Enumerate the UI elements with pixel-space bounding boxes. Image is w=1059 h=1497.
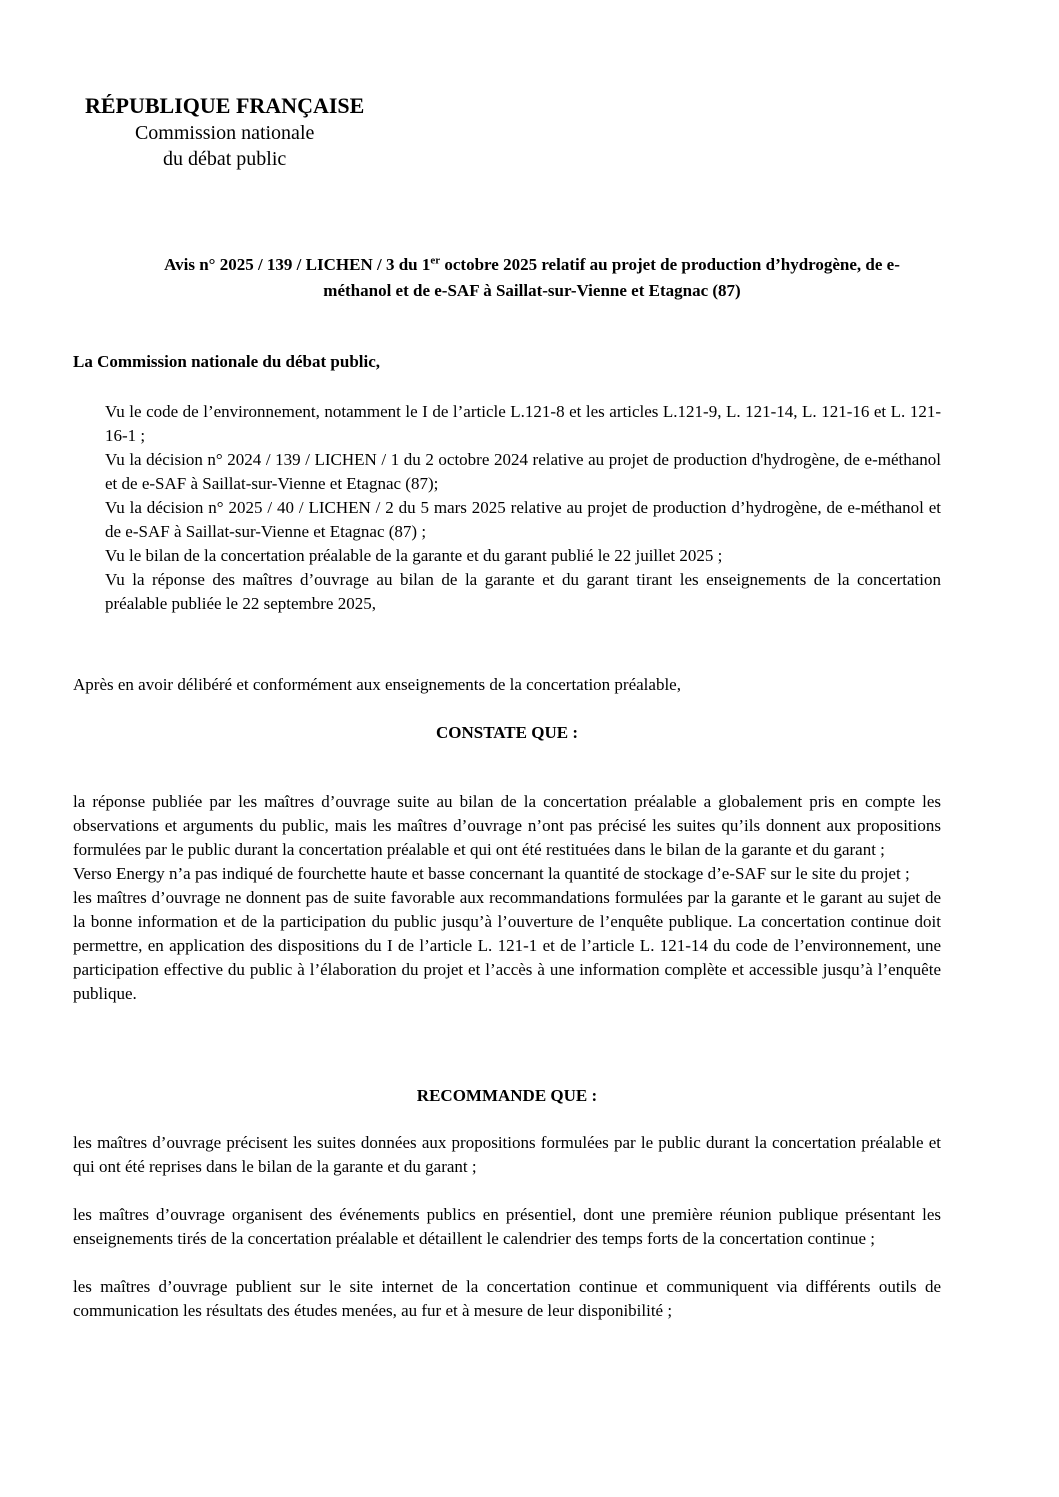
visa-paragraph: Vu la décision n° 2025 / 40 / LICHEN / 2 du 5 mars 2025 relative au projet de production d’hydrogène, de e-méthanol et de e-SAF à Saillat-sur-Vienne et Etagnac (87) ; bbox=[105, 498, 941, 541]
salutation-line: La Commission nationale du débat public, bbox=[73, 352, 381, 371]
visa-block bbox=[105, 400, 941, 616]
recommande-paragraph: les maîtres d’ouvrage précisent les suites données aux propositions formulées par le public durant la concertation préalable et qui ont été reprises dans le bilan de la garante et du garant ; bbox=[73, 1133, 941, 1176]
constate-heading: CONSTATE QUE : bbox=[435, 723, 578, 742]
republique-francaise-title: RÉPUBLIQUE FRANÇAISE bbox=[85, 93, 365, 118]
visa-paragraph: Vu la réponse des maîtres d’ouvrage au bilan de la garante et du garant tirant les enseignements de la concertation préalable publiée le 22 septembre 2025, bbox=[105, 570, 941, 613]
commission-name-line1: Commission nationale bbox=[134, 122, 315, 144]
constate-paragraph: les maîtres d’ouvrage ne donnent pas de suite favorable aux recommandations formulées par la garante et le garant au sujet de la bonne information et de la participation du public jusqu’à l’ouverture de l’enquête publique. La concertation continue doit permettre, en application des dispositions du I de l’article L. 121-1 et de l’article L. 121-14 du code de l’environnement, une participation effective du public à l’élaboration du projet et l’accès à une information complète et accessible jusqu’à l’enquête publique. bbox=[73, 888, 941, 1003]
recommande-heading: RECOMMANDE QUE : bbox=[416, 1086, 598, 1105]
recommande-paragraph: les maîtres d’ouvrage organisent des événements publics en présentiel, dont une première réunion publique présentant les enseignements tirés de la concertation préalable et détaillent le calendrier des temps forts de la concertation continue ; bbox=[73, 1205, 941, 1248]
recommande-paragraph: les maîtres d’ouvrage publient sur le site internet de la concertation continue et communiquent via différents outils de communication les résultats des études menées, au fur et à mesure de leur disponibilité ; bbox=[73, 1277, 941, 1320]
commission-name-line2: du débat public bbox=[163, 148, 287, 170]
document-title-pre: Avis n° 2025 / 139 / LICHEN / 3 du 1 bbox=[164, 255, 431, 274]
constate-paragraph: Verso Energy n’a pas indiqué de fourchette haute et basse concernant la quantité de stockage d’e-SAF sur le site du projet ; bbox=[73, 864, 910, 883]
recommande-block bbox=[73, 1131, 941, 1323]
letterhead bbox=[85, 92, 364, 172]
deliberation-line: Après en avoir délibéré et conformément aux enseignements de la concertation préalable, bbox=[73, 675, 681, 694]
document-title bbox=[159, 252, 905, 304]
visa-paragraph: Vu la décision n° 2024 / 139 / LICHEN / 1 du 2 octobre 2024 relative au projet de production d'hydrogène, de e-méthanol et de e-SAF à Saillat-sur-Vienne et Etagnac (87); bbox=[105, 450, 941, 493]
constate-paragraph: la réponse publiée par les maîtres d’ouvrage suite au bilan de la concertation préalable a globalement pris en compte les observations et arguments du public, mais les maîtres d’ouvrage n’ont pas précisé les suites qu’ils donnent aux propositions formulées par le public durant la concertation préalable et qui ont été restituées dans le bilan de la garante et du garant ; bbox=[73, 792, 941, 859]
document-title-post: octobre 2025 relatif au projet de production d’hydrogène, de e-méthanol et de e-SAF à Saillat-sur-Vienne et Etagnac (87) bbox=[323, 255, 900, 300]
visa-paragraph: Vu le bilan de la concertation préalable de la garante et du garant publié le 22 juillet 2025 ; bbox=[105, 546, 723, 565]
document-title-superscript: er bbox=[430, 254, 441, 267]
visa-paragraph: Vu le code de l’environnement, notamment le I de l’article L.121-8 et les articles L.121-9, L. 121-14, L. 121-16 et L. 121-16-1 ; bbox=[105, 402, 941, 445]
constate-block bbox=[73, 790, 941, 1006]
